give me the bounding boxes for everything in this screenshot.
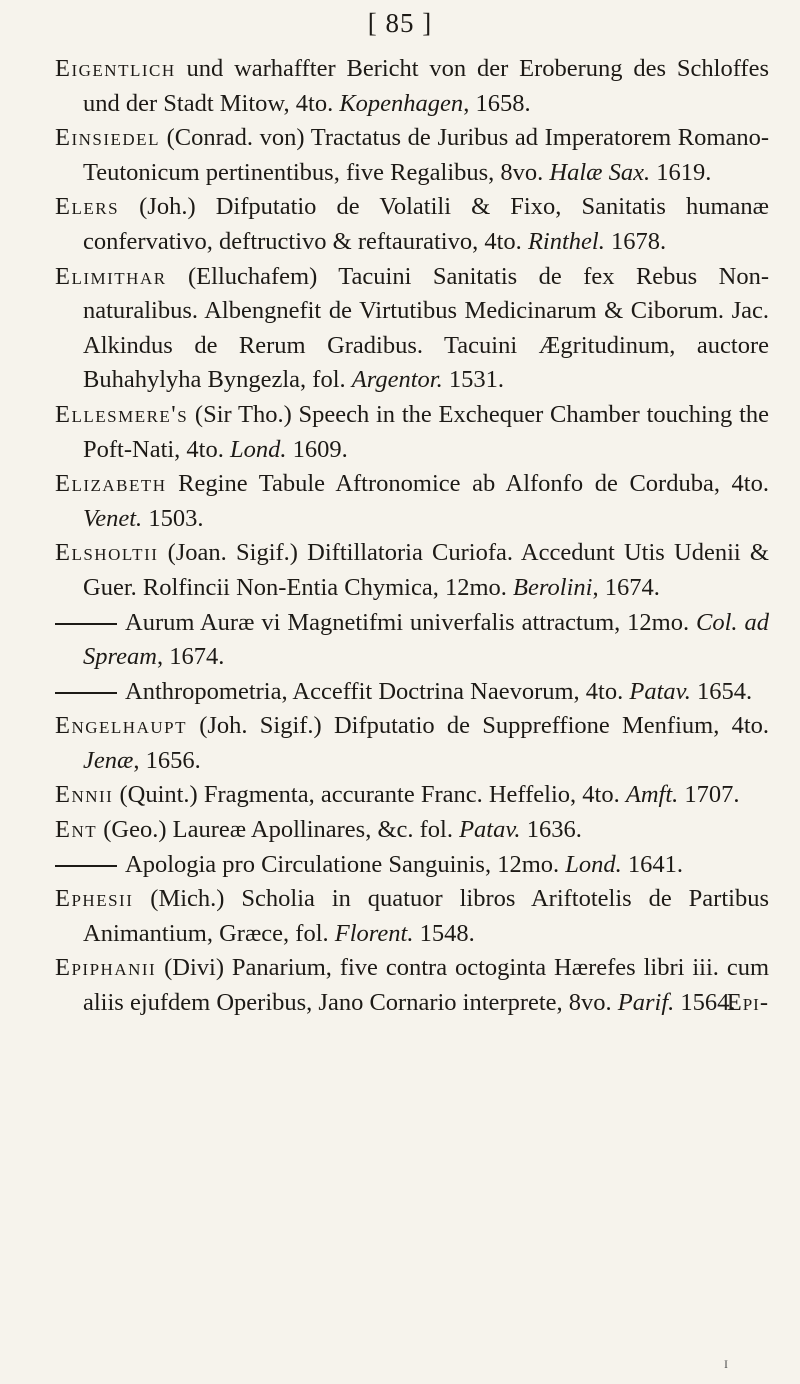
entry-place: Jenæ	[83, 746, 134, 774]
entry-heading: Epiphanii	[55, 954, 157, 982]
entry	[55, 709, 769, 778]
entry-heading: Ellesmere's	[55, 400, 189, 428]
entry	[55, 675, 769, 710]
entry-text: (Elluchafem) Tacuini Sanitatis de fex Rebus Non-naturalibus. Albengnefit de Virtutibus Medicinarum & Ciborum. Jac. Alkindus de Rerum Gradibus. Tacuini Ægritudinum, auctore Buhahylyha Byngezla, fol.	[83, 262, 769, 394]
entry-place: Col. ad Spream	[83, 608, 769, 671]
entry-text: Aurum Auræ vi Magnetifmi univerfalis attractum, 12mo.	[125, 608, 697, 636]
page-number: [ 85 ]	[367, 8, 433, 38]
entry	[55, 951, 769, 1020]
entry-heading: Einsiedel	[55, 124, 160, 152]
entry-heading: Elers	[55, 193, 120, 221]
entry-tail: 1678.	[604, 227, 667, 255]
entry-tail: , 1658.	[463, 89, 531, 117]
entry-heading: Ephesii	[55, 885, 134, 913]
entry-heading: Eigentlich	[55, 55, 176, 82]
ditto-dash	[55, 865, 117, 867]
entry-tail: 1654.	[690, 677, 753, 705]
entry-tail: , 1656.	[133, 746, 201, 774]
entry	[55, 260, 769, 398]
bibliography-entries	[55, 52, 769, 1021]
entry-text: Apologia pro Circulatione Sanguinis, 12mo.	[125, 850, 566, 878]
entry-place: Berolini	[513, 573, 593, 601]
entry-tail: 1641.	[621, 850, 684, 878]
entry-text: (Quint.) Fragmenta, accurante Franc. Heffelio, 4to.	[113, 781, 626, 809]
entry-tail: 1619.	[650, 158, 712, 186]
entry-text: (Joh.) Difputatio de Volatili & Fixo, Sanitatis humanæ confervativo, deftructivo & reftaurativo, 4to.	[83, 193, 769, 255]
entry-heading: Elizabeth	[55, 470, 167, 498]
entry-text: (Conrad. von) Tractatus de Juribus ad Imperatorem Romano-Teutonicum pertinentibus, five Regalibus, 8vo.	[83, 124, 769, 186]
entry-place: Venet.	[83, 504, 143, 532]
entry-place: Rinthel.	[527, 227, 605, 255]
entry	[55, 398, 769, 467]
entry-place: Lond.	[565, 850, 622, 878]
entry-text: (Joh. Sigif.) Difputatio de Suppreffione Menfium, 4to.	[186, 712, 769, 740]
entry-text: (Sir Tho.) Speech in the Exchequer Chamber touching the Poft-Nati, 4to.	[83, 400, 769, 463]
entry-tail: , 1674.	[156, 643, 225, 671]
entry-place: Argentor.	[351, 366, 443, 394]
entry	[55, 190, 769, 259]
entry-text: Regine Tabule Aftronomice ab Alfonfo de Corduba, 4to.	[166, 470, 769, 498]
entry-text: und warhaffter Bericht von der Eroberung des Schloffes und der Stadt Mitow, 4to.	[83, 55, 769, 117]
entry	[55, 882, 769, 951]
entry	[55, 52, 769, 121]
entry-text: (Geo.) Laureæ Apollinares, &c. fol.	[97, 816, 460, 844]
entry	[55, 813, 769, 848]
entry	[55, 536, 769, 605]
entry	[55, 467, 769, 536]
entry-place: Halæ Sax.	[549, 158, 651, 186]
entry-tail: 1707.	[678, 781, 740, 809]
entry-tail: 1548.	[413, 919, 475, 947]
catchword: Epi-	[726, 989, 769, 1017]
entry-text: (Joan. Sigif.) Diftillatoria Curiofa. Accedunt Utis Udenii & Guer. Rolfincii Non-Entia Chymica, 12mo.	[83, 539, 769, 601]
entry-place: Florent.	[334, 919, 414, 947]
entry-text: (Divi) Panarium, five contra octoginta Hærefes libri iii. cum aliis ejufdem Operibus, Jano Cornario interprete, 8vo.	[83, 954, 769, 1017]
entry-heading: Ent	[55, 816, 98, 844]
entry-heading: Engelhaupt	[55, 712, 187, 740]
entry-tail: 1531.	[442, 366, 504, 394]
entry-place: Kopenhagen	[339, 89, 464, 117]
ditto-dash	[55, 623, 117, 625]
entry-heading: Elimithar	[55, 262, 167, 290]
ditto-dash	[55, 692, 117, 694]
footer-mark: I	[724, 1357, 728, 1371]
entry-heading: Ennii	[55, 781, 114, 809]
entry-place: Parif.	[617, 989, 675, 1017]
entry	[55, 606, 769, 675]
entry-place: Patav.	[629, 677, 691, 705]
entry-tail: 1503.	[142, 504, 204, 532]
entry-text: Anthropometria, Acceffit Doctrina Naevorum, 4to.	[125, 677, 630, 705]
entry-tail: , 1674.	[592, 573, 660, 601]
entry-text: (Mich.) Scholia in quatuor libros Ariftotelis de Partibus Animantium, Græce, fol.	[83, 885, 769, 947]
entry	[55, 121, 769, 190]
entry	[55, 848, 769, 883]
entry-tail: 1636.	[520, 816, 582, 844]
entry-place: Patav.	[459, 816, 521, 844]
entry-place: Amft.	[625, 781, 679, 809]
entry-heading: Elsholtii	[55, 539, 159, 567]
entry-place: Lond.	[230, 435, 287, 463]
entry	[55, 778, 769, 813]
entry-tail: 1609.	[286, 435, 348, 463]
entry-tail: 1564.	[674, 989, 736, 1017]
